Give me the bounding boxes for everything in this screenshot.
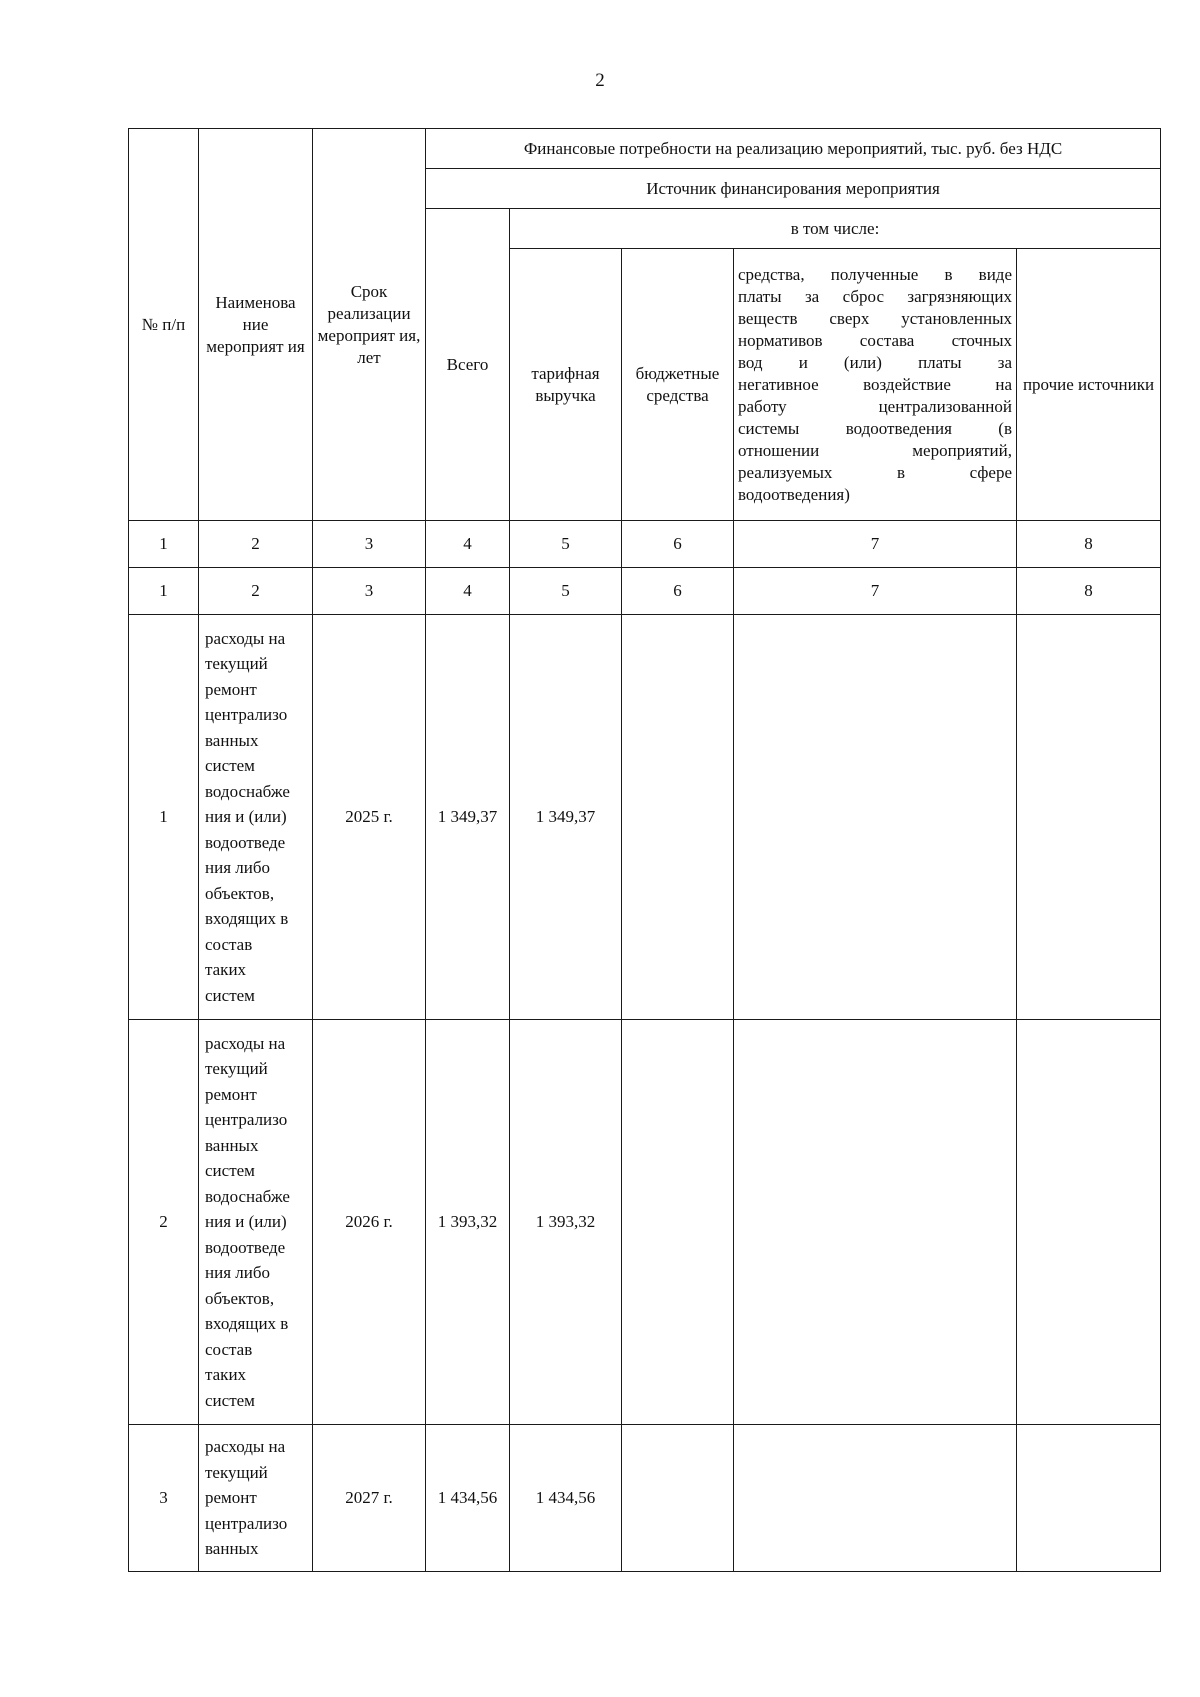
text-line: расходы на [205, 1437, 286, 1457]
item-num: 3 [129, 1425, 199, 1572]
colnum-5: 5 [510, 568, 622, 615]
column-number-row [129, 521, 1161, 568]
text-line: ремонт [205, 679, 257, 699]
header-financial-needs: Финансовые потребности на реализацию мероприятий, тыс. руб. без НДС [426, 129, 1161, 169]
item-tariff: 1 349,37 [510, 615, 622, 1020]
text-line: систем [205, 1161, 255, 1181]
text-line: входящих в [205, 909, 289, 929]
text-line: ванных [205, 1539, 259, 1559]
colnum-4: 4 [426, 568, 510, 615]
table-row [129, 1020, 1161, 1425]
item-num: 2 [129, 1020, 199, 1425]
text-line: водоотведе [205, 1237, 286, 1257]
text-line: состав [205, 934, 253, 954]
text-line: текущий [205, 654, 268, 674]
header-name: Наименова ние мероприят ия [199, 129, 313, 521]
item-total: 1 434,56 [426, 1425, 510, 1572]
text-line: централизо [205, 705, 288, 725]
text-line: ния либо [205, 1263, 270, 1283]
item-term: 2027 г. [313, 1425, 426, 1572]
header-fees-line: средства, полученные в виде [738, 264, 1012, 284]
text-line: систем [205, 985, 255, 1005]
item-name [199, 615, 313, 1020]
colnum-6: 6 [622, 568, 734, 615]
item-total: 1 349,37 [426, 615, 510, 1020]
item-other [1017, 1020, 1161, 1425]
financing-table [128, 128, 1161, 1572]
text-line: ремонт [205, 1084, 257, 1104]
colnum-7: 7 [734, 521, 1017, 568]
colnum-3: 3 [313, 521, 426, 568]
header-term: Срок реализации мероприят ия, лет [313, 129, 426, 521]
text-line: централизо [205, 1513, 288, 1533]
header-fees-last: водоотведения) [738, 484, 850, 504]
header-fees-line: реализуемых в сфере [738, 462, 1012, 482]
text-line: ремонт [205, 1488, 257, 1508]
item-term: 2025 г. [313, 615, 426, 1020]
colnum-7: 7 [734, 568, 1017, 615]
header-total: Всего [426, 209, 510, 521]
text-line: централизо [205, 1110, 288, 1130]
item-tariff: 1 434,56 [510, 1425, 622, 1572]
text-line: расходы на [205, 628, 286, 648]
table-row [129, 1425, 1161, 1572]
text-line: текущий [205, 1462, 268, 1482]
text-line: входящих в [205, 1314, 289, 1334]
item-other [1017, 615, 1161, 1020]
text-line: водоснабже [205, 1186, 290, 1206]
item-budget [622, 1020, 734, 1425]
header-fees-line: системы водоотведения (в [738, 418, 1012, 438]
text-line: текущий [205, 1059, 268, 1079]
header-fees-line: негативное воздействие на [738, 374, 1012, 394]
item-num: 1 [129, 615, 199, 1020]
header-fees-line: веществ сверх установленных [738, 308, 1012, 328]
text-line: систем [205, 1390, 255, 1410]
colnum-4: 4 [426, 521, 510, 568]
item-budget [622, 615, 734, 1020]
text-line: водоснабже [205, 781, 290, 801]
colnum-8: 8 [1017, 568, 1161, 615]
text-line: состав [205, 1339, 253, 1359]
item-fees [734, 1425, 1017, 1572]
colnum-3: 3 [313, 568, 426, 615]
item-other [1017, 1425, 1161, 1572]
item-fees [734, 615, 1017, 1020]
colnum-8: 8 [1017, 521, 1161, 568]
header-other: прочие источники [1017, 249, 1161, 521]
text-line: таких [205, 960, 247, 980]
header-including: в том числе: [510, 209, 1161, 249]
text-line: объектов, [205, 883, 275, 903]
header-fees-line: отношении мероприятий, [738, 440, 1012, 460]
header-budget: бюджетные средства [622, 249, 734, 521]
header-fees-line: нормативов состава сточных [738, 330, 1012, 350]
header-fees [734, 249, 1017, 521]
text-line: таких [205, 1365, 247, 1385]
colnum-6: 6 [622, 521, 734, 568]
item-total: 1 393,32 [426, 1020, 510, 1425]
header-fees-lines [738, 264, 1012, 484]
colnum-2: 2 [199, 568, 313, 615]
page-number: 2 [595, 70, 605, 91]
item-budget [622, 1425, 734, 1572]
text-line: ванных [205, 730, 259, 750]
colnum-5: 5 [510, 521, 622, 568]
text-line: ванных [205, 1135, 259, 1155]
table-row [129, 615, 1161, 1020]
header-fees-line: платы за сброс загрязняющих [738, 286, 1012, 306]
item-term: 2026 г. [313, 1020, 426, 1425]
text-line: объектов, [205, 1288, 275, 1308]
header-funding-source: Источник финансирования мероприятия [426, 169, 1161, 209]
text-line: водоотведе [205, 832, 286, 852]
text-line: ния и (или) [205, 1212, 287, 1232]
header-fees-line: вод и (или) платы за [738, 352, 1012, 372]
item-name [199, 1020, 313, 1425]
item-fees [734, 1020, 1017, 1425]
colnum-2: 2 [199, 521, 313, 568]
text-line: ния либо [205, 858, 270, 878]
header-num: № п/п [129, 129, 199, 521]
text-line: расходы на [205, 1033, 286, 1053]
item-tariff: 1 393,32 [510, 1020, 622, 1425]
item-name [199, 1425, 313, 1572]
header-tariff: тарифная выручка [510, 249, 622, 521]
column-number-row [129, 568, 1161, 615]
colnum-1: 1 [129, 521, 199, 568]
colnum-1: 1 [129, 568, 199, 615]
text-line: систем [205, 756, 255, 776]
text-line: ния и (или) [205, 807, 287, 827]
header-fees-line: работу централизованной [738, 396, 1012, 416]
